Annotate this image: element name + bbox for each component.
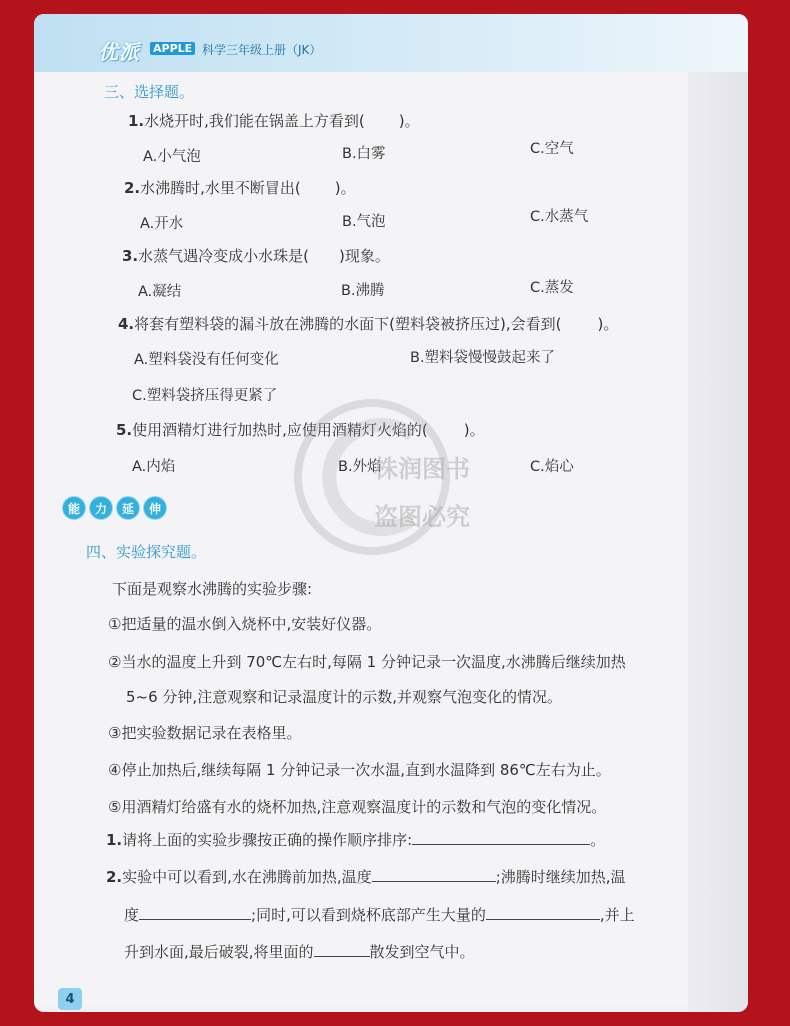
question-4-number: 4. — [118, 315, 135, 333]
q2-option-b: B.气泡 — [342, 214, 386, 230]
question-1-stem: 水烧开时,我们能在锅盖上方看到( — [144, 112, 365, 130]
question-2 — [124, 177, 356, 198]
step-1: ①把适量的温水倒入烧杯中,安装好仪器。 — [108, 615, 382, 633]
observation-text: 度 — [124, 906, 140, 924]
question-2-number: 2. — [124, 179, 141, 197]
question-2-stem-end: )。 — [334, 179, 356, 197]
question-1 — [128, 110, 420, 131]
q1-option-b: B.白雾 — [342, 146, 386, 162]
sequence-answer-blank[interactable] — [412, 844, 590, 845]
q4-option-a: A.塑料袋没有任何变化 — [134, 352, 279, 368]
q1-option-a: A.小气泡 — [143, 149, 201, 165]
q4-option-c: C.塑料袋挤压得更紧了 — [132, 388, 278, 404]
q5-option-a: A.内焰 — [132, 459, 176, 475]
q5-option-b: B.外焰 — [338, 459, 382, 475]
observation-text: 升到水面,最后破裂,将里面的 — [124, 943, 314, 961]
observation-text: ,并上 — [599, 906, 635, 924]
q3-option-c: C.蒸发 — [530, 280, 574, 296]
sequence-question-text: 请将上面的实验步骤按正确的操作顺序排序: — [122, 831, 413, 849]
observation-text: 实验中可以看到,水在沸腾前加热,温度 — [122, 868, 372, 886]
q3-option-b: B.沸腾 — [341, 283, 385, 299]
question-3-number: 3. — [122, 247, 139, 265]
step-2: ②当水的温度上升到 70℃左右时,每隔 1 分钟记录一次温度,水沸腾后继续加热 — [108, 653, 626, 671]
badge-char: 延 — [116, 496, 140, 520]
bubbles-blank[interactable] — [486, 919, 600, 920]
q2-option-a: A.开水 — [140, 216, 184, 232]
vapor-blank[interactable] — [314, 956, 370, 957]
badge-char: 能 — [62, 496, 86, 520]
observation-question-line-2 — [124, 904, 635, 925]
question-5-stem: 使用酒精灯进行加热时,应使用酒精灯火焰的( — [132, 421, 428, 439]
q3-option-a: A.凝结 — [138, 284, 182, 300]
step-4: ④停止加热后,继续每隔 1 分钟记录一次水温,直到水温降到 86℃左右为止。 — [108, 761, 611, 779]
sequence-question — [106, 829, 605, 850]
question-5 — [116, 419, 485, 440]
section4-title: 四、实验探究题。 — [86, 543, 207, 561]
sequence-question-number: 1. — [106, 831, 123, 849]
question-5-number: 5. — [116, 421, 133, 439]
badge-char: 伸 — [143, 496, 167, 520]
watermark-line-2: 盗图必究 — [374, 503, 470, 531]
observation-text: ;同时,可以看到烧杯底部产生大量的 — [251, 906, 486, 924]
step-5: ⑤用酒精灯给盛有水的烧杯加热,注意观察温度计的示数和气泡的变化情况。 — [108, 798, 607, 816]
book-series-title: 科学三年级上册（JK） — [202, 43, 322, 57]
page-number: 4 — [58, 988, 82, 1010]
question-4-stem: 将套有塑料袋的漏斗放在沸腾的水面下(塑料袋被挤压过),会看到( — [134, 315, 562, 333]
question-2-stem: 水沸腾时,水里不断冒出( — [140, 179, 301, 197]
question-3-stem: 水蒸气遇冷变成小水珠是( — [138, 247, 309, 265]
question-1-number: 1. — [128, 112, 145, 130]
question-4 — [118, 313, 618, 334]
observation-question-number: 2. — [106, 868, 123, 886]
q4-option-b: B.塑料袋慢慢鼓起来了 — [410, 350, 556, 366]
question-3 — [122, 245, 390, 266]
sequence-question-end: 。 — [590, 831, 606, 849]
brand-logo: 优派 — [98, 40, 140, 64]
step-2-continued: 5~6 分钟,注意观察和记录温度计的示数,并观察气泡变化的情况。 — [126, 688, 562, 706]
q5-option-c: C.焰心 — [530, 459, 574, 475]
observation-text: 散发到空气中。 — [369, 943, 475, 961]
brand-tag: APPLE — [150, 42, 195, 55]
badge-char: 力 — [89, 496, 113, 520]
observation-text: ;沸腾时继续加热,温 — [495, 868, 626, 886]
question-3-stem-end: )现象。 — [339, 247, 390, 265]
question-4-stem-end: )。 — [597, 315, 619, 333]
watermark-line-1: 株润图书 — [374, 455, 470, 483]
ability-extension-badge — [62, 496, 167, 520]
temperature-during-blank[interactable] — [139, 919, 251, 920]
observation-question-line-3 — [124, 941, 475, 962]
temperature-before-blank[interactable] — [372, 881, 496, 882]
step-3: ③把实验数据记录在表格里。 — [108, 724, 302, 742]
section3-title: 三、选择题。 — [104, 83, 195, 101]
q2-option-c: C.水蒸气 — [530, 209, 589, 225]
q1-option-c: C.空气 — [530, 141, 574, 157]
experiment-intro: 下面是观察水沸腾的实验步骤: — [112, 580, 313, 598]
observation-question-line-1 — [106, 866, 626, 887]
question-1-stem-end: )。 — [398, 112, 420, 130]
question-5-stem-end: )。 — [463, 421, 485, 439]
